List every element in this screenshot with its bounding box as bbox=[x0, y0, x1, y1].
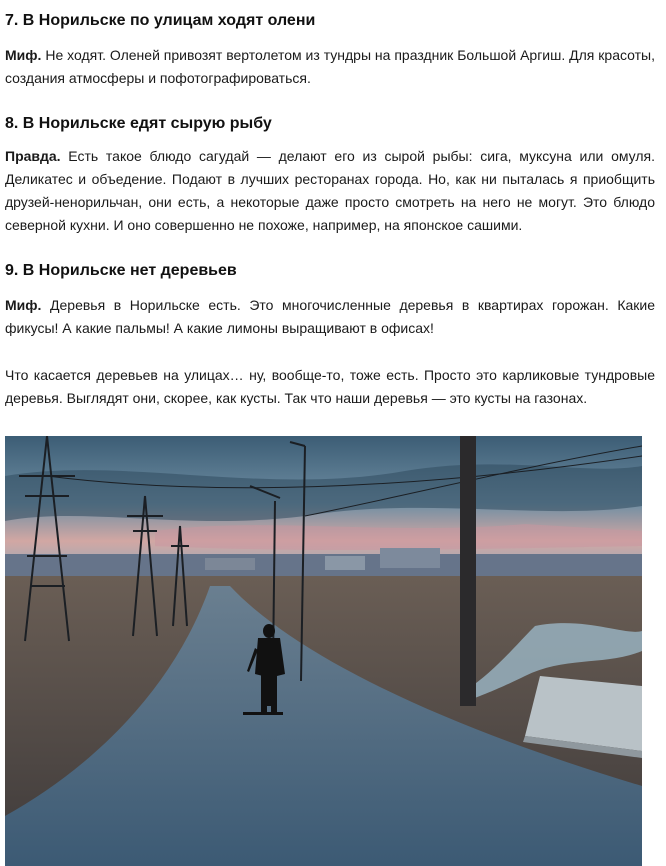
section-paragraph-9a bbox=[5, 294, 655, 340]
verdict-label: Правда. bbox=[5, 148, 61, 164]
norilsk-road-photo bbox=[5, 436, 642, 866]
section-heading-7: 7. В Норильске по улицам ходят олени bbox=[5, 12, 316, 29]
paragraph-text: Деревья в Норильске есть. Это многочисленные деревья в квартирах горожан. Какие фикусы! А какие пальмы! А какие лимоны выращивают в офисах! bbox=[5, 297, 655, 336]
paragraph-text: Не ходят. Оленей привозят вертолетом из тундры на праздник Большой Аргиш. Для красоты, создания атмосферы и пофотографироваться. bbox=[5, 47, 655, 86]
section-paragraph-8 bbox=[5, 145, 655, 237]
section-heading-8: 8. В Норильске едят сырую рыбу bbox=[5, 115, 272, 132]
paragraph-text: Что касается деревьев на улицах… ну, вообще-то, тоже есть. Просто это карликовые тундровые деревья. Выглядят они, скорее, как кусты. Так что наши деревья — это кусты на газонах. bbox=[5, 367, 655, 406]
verdict-label: Миф. bbox=[5, 47, 42, 63]
section-paragraph-7 bbox=[5, 44, 655, 90]
section-paragraph-9b bbox=[5, 364, 655, 410]
photo-illustration bbox=[5, 436, 642, 866]
paragraph-text: Есть такое блюдо сагудай — делают его из сырой рыбы: сига, муксуна или омуля. Деликатес и объедение. Подают в лучших ресторанах города. Но, как ни пыталась я приобщить друзей-ненорильчан, они есть, а некоторые даже просто смотреть на него не могут. Это блюдо северной кухни. И оно совершенно не похоже, например, на японское сашими. bbox=[5, 148, 655, 233]
verdict-label: Миф. bbox=[5, 297, 42, 313]
section-heading-9: 9. В Норильске нет деревьев bbox=[5, 262, 237, 279]
